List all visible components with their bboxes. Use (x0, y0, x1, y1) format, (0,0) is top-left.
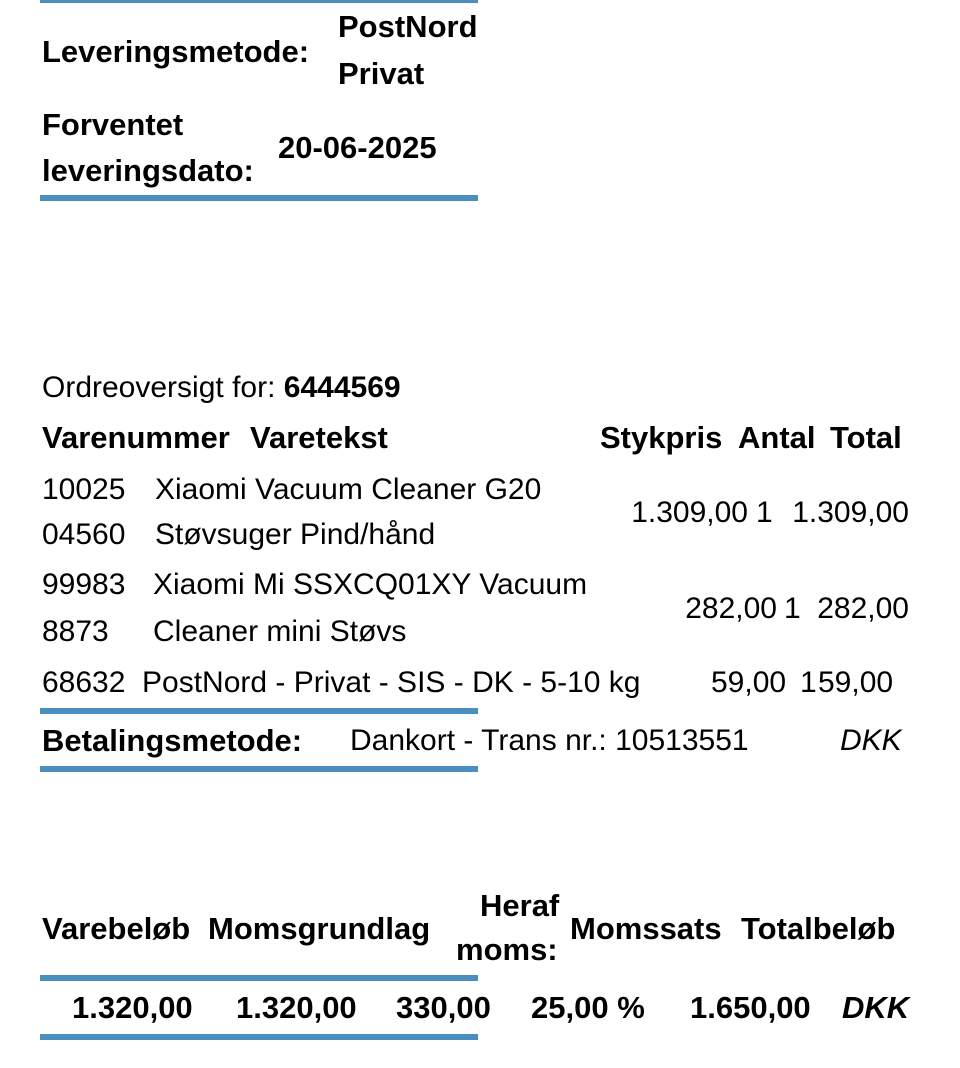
header-description: Varetekst (250, 420, 388, 455)
delivery-method-label: Leveringsmetode: (42, 34, 310, 69)
totals-header-vat-included-line1: Heraf (480, 888, 560, 923)
row2-item-no-line1: 99983 (42, 568, 126, 601)
totals-header-vat-included-line2: moms: (456, 932, 558, 967)
row2-quantity: 1 (784, 592, 801, 625)
totals-vat-included: 330,00 (396, 990, 491, 1025)
header-unit-price: Stykpris (600, 420, 723, 455)
row2-desc-line1: Xiaomi Mi SSXCQ01XY Vacuum (153, 568, 588, 601)
delivery-date-label-line1: Forventet (42, 107, 184, 142)
totals-vat-base: 1.320,00 (236, 990, 357, 1025)
totals-goods-amount: 1.320,00 (72, 990, 193, 1025)
totals-header-goods-amount: Varebeløb (42, 911, 191, 946)
payment-divider (40, 766, 478, 772)
header-quantity: Antal (738, 420, 816, 455)
totals-header-total-amount: Totalbeløb (741, 911, 896, 946)
row2-unit-price: 282,00 (685, 592, 777, 625)
top-divider (40, 0, 478, 3)
delivery-date-value: 20-06-2025 (278, 130, 437, 165)
totals-total-amount: 1.650,00 (690, 990, 811, 1025)
row1-desc-line2: Støvsuger Pind/hånd (155, 518, 436, 551)
header-item-no: Varenummer (42, 420, 230, 455)
row3-item-no: 68632 (42, 666, 126, 699)
row3-total: 59,00 (818, 666, 894, 699)
order-overview (42, 365, 401, 411)
order-overview-label: Ordreoversigt for: (42, 371, 276, 404)
row3-unit-price: 59,00 (711, 666, 787, 699)
row2-item-no-line2: 8873 (42, 615, 109, 648)
order-number: 6444569 (283, 371, 401, 404)
order-divider (40, 708, 478, 714)
delivery-date-label-line2: leveringsdato: (42, 153, 254, 188)
totals-vat-rate: 25,00 % (531, 990, 645, 1025)
payment-value: Dankort - Trans nr.: 10513551 (350, 724, 749, 757)
row2-total: 282,00 (817, 592, 909, 625)
payment-label: Betalingsmetode: (42, 723, 303, 758)
payment-currency: DKK (840, 724, 902, 757)
totals-divider (40, 1034, 478, 1040)
row3-desc: PostNord - Privat - SIS - DK - 5-10 kg (142, 666, 641, 699)
row1-desc-line1: Xiaomi Vacuum Cleaner G20 (155, 473, 542, 506)
delivery-method-value-line1: PostNord (338, 9, 478, 44)
delivery-divider (40, 195, 478, 201)
row1-item-no-line2: 04560 (42, 518, 126, 551)
header-total: Total (830, 420, 902, 455)
row1-unit-price: 1.309,00 (631, 496, 748, 529)
totals-header-divider (40, 975, 478, 981)
row1-total: 1.309,00 (792, 496, 909, 529)
totals-header-vat-rate: Momssats (570, 911, 722, 946)
totals-header-vat-base: Momsgrundlag (208, 911, 431, 946)
delivery-method-value-line2: Privat (338, 56, 425, 91)
totals-currency: DKK (842, 990, 910, 1025)
row2-desc-line2: Cleaner mini Støvs (153, 615, 407, 648)
row1-quantity: 1 (756, 496, 773, 529)
row1-item-no-line1: 10025 (42, 473, 126, 506)
row3-quantity: 1 (800, 666, 817, 699)
